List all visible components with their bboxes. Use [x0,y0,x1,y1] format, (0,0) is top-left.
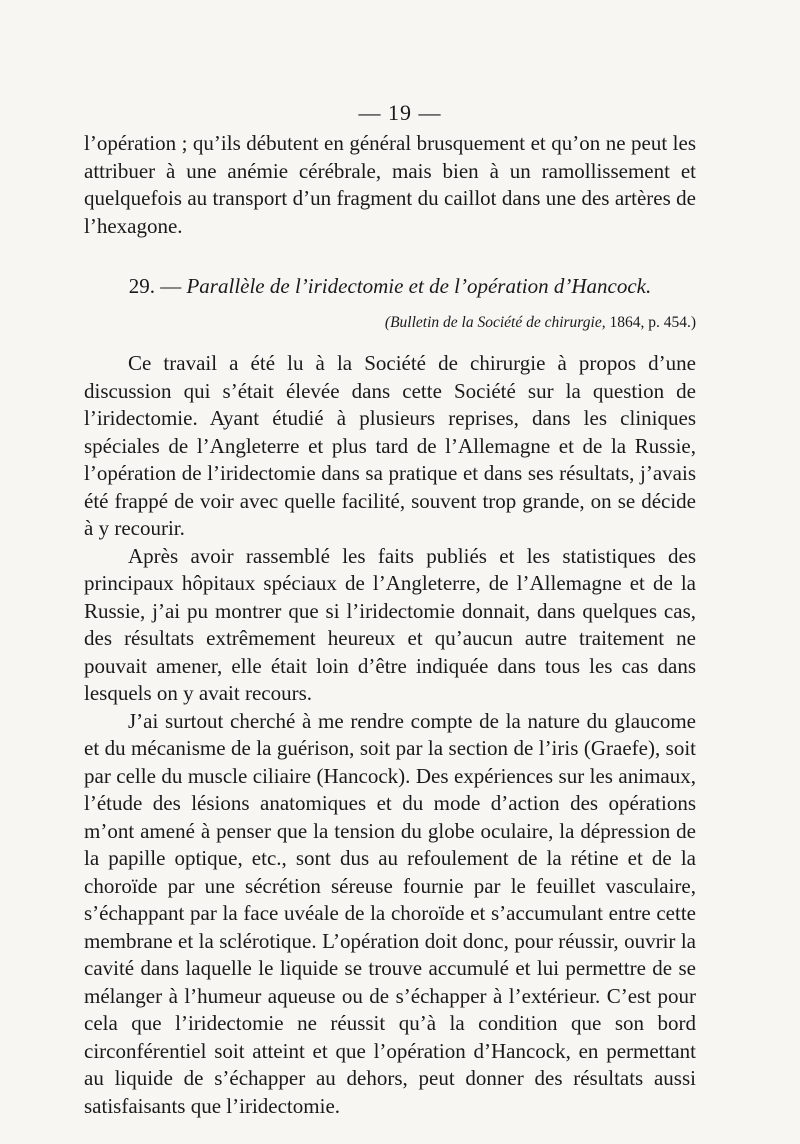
citation-source: (Bulletin de la Société de chirurgie, [384,314,606,331]
body-text-block [84,350,696,1120]
section-heading [84,272,696,300]
section-number: 29. — [128,274,182,298]
body-paragraph-1: Ce travail a été lu à la Société de chirurgie à propos d’une discussion qui s’était élevée dans cette Société sur la question de l’iridectomie. Ayant étudié à plusieurs reprises, dans les cliniques spéciales de l’Angleterre et plus tard de l’Allemagne et de la Russie, l’opération de l’iridectomie dans sa pratique et dans ses résultats, j’avais été frappé de voir avec quelle facilité, souvent trop grande, on se décide à y recourir. [84,351,696,540]
page-number: — 19 — [358,100,442,125]
body-paragraph-2: Après avoir rassemblé les faits publiés et les statistiques des principaux hôpitaux spéciaux de l’Angleterre, de l’Allemagne et de la Russie, j’ai pu montrer que si l’iridectomie donnait, dans quelques cas, des résultats extrêmement heureux et qu’aucun autre traitement ne pouvait amener, elle était loin d’être indiquée dans tous les cas dans lesquels on y avait recours. [84,543,696,705]
section-title: Parallèle de l’iridectomie et de l’opération d’Hancock. [186,274,652,298]
body-paragraph-3: J’ai surtout cherché à me rendre compte de la nature du glaucome et du mécanisme de la guérison, soit par la section de l’iris (Graefe), soit par celle du muscle ciliaire (Hancock). Des expériences sur les animaux, l’étude des lésions anatomiques et du mode d’action des opérations m’ont amené à penser que la tension du globe oculaire, la dépression de la papille optique, etc., sont dus au refoulement de la rétine et de la choroïde par une sécrétion séreuse fournie par le feuillet vasculaire, s’échappant par la face uvéale de la choroïde et s’accumulant entre cette membrane et la sclérotique. L’opération doit donc, pour réussir, ouvrir la cavité dans laquelle le liquide se trouve accumulé et lui permettre de se mélanger à l’humeur aqueuse ou de s’échapper à l’extérieur. C’est pour cela que l’iridectomie ne réussit qu’à la condition que son bord circonférentiel soit atteint et que l’opération d’Hancock, en permettant au liquide de s’échapper au dehors, peut donner des résultats aussi satisfaisants que l’iridectomie. [84,708,696,1118]
intro-text-block [84,130,696,240]
intro-paragraph: l’opération ; qu’ils débutent en général brusquement et qu’on ne peut les attribuer à une anémie cérébrale, mais bien à un ramollissement et quelquefois au transport d’un fragment du caillot dans une des artères de l’hexagone. [84,131,696,238]
section-citation [84,312,696,334]
citation-details: 1864, p. 454.) [609,314,696,331]
